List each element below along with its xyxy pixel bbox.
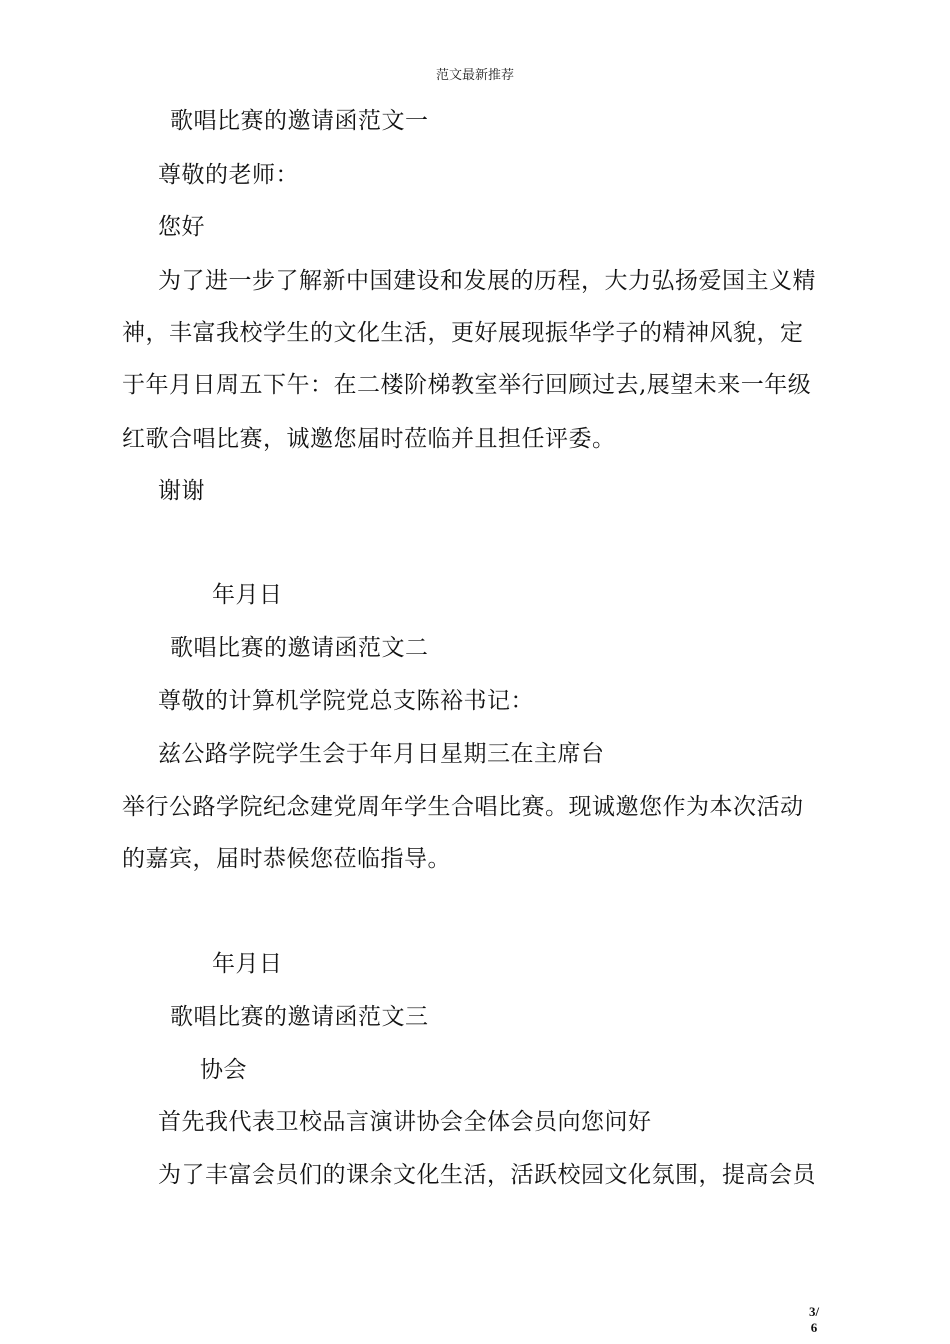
- letter1-salutation: 尊敬的老师：: [158, 162, 299, 188]
- letter1-body-line: 红歌合唱比赛，诚邀您届时莅临并且担任评委。: [122, 426, 616, 452]
- letter1-closing: 谢谢: [158, 478, 205, 504]
- letter3-body-line: 为了丰富会员们的课余文化生活，活跃校园文化氛围，提高会员: [158, 1162, 816, 1188]
- letter1-body-line: 为了进一步了解新中国建设和发展的历程，大力弘扬爱国主义精: [158, 268, 816, 294]
- letter2-title: 歌唱比赛的邀请函范文二: [170, 635, 429, 661]
- letter1-greeting: 您好: [158, 214, 205, 240]
- page-number-top: 3/: [808, 1304, 820, 1319]
- page-header: 范文最新推荐: [435, 68, 514, 83]
- letter2-date: 年月日: [212, 951, 283, 977]
- letter1-title: 歌唱比赛的邀请函范文一: [170, 108, 429, 134]
- letter3-title: 歌唱比赛的邀请函范文三: [170, 1004, 429, 1030]
- letter1-date: 年月日: [212, 582, 283, 608]
- letter2-body-line: 举行公路学院纪念建党周年学生合唱比赛。现诚邀您作为本次活动: [122, 794, 804, 820]
- letter3-salutation: 协会: [200, 1057, 247, 1083]
- letter1-body-line: 于年月日周五下午：在二楼阶梯教室举行回顾过去,展望未来一年级: [122, 372, 812, 398]
- page-number: [804, 1304, 824, 1336]
- page-number-bottom: 6: [810, 1320, 818, 1335]
- letter2-body-line: 的嘉宾，届时恭候您莅临指导。: [122, 846, 451, 872]
- letter1-body-line: 神，丰富我校学生的文化生活，更好展现振华学子的精神风貌，定: [122, 320, 804, 346]
- letter2-salutation: 尊敬的计算机学院党总支陈裕书记：: [158, 688, 534, 714]
- letter3-body-line: 首先我代表卫校品言演讲协会全体会员向您问好: [158, 1109, 652, 1135]
- letter2-body-line: 兹公路学院学生会于年月日星期三在主席台: [158, 741, 605, 767]
